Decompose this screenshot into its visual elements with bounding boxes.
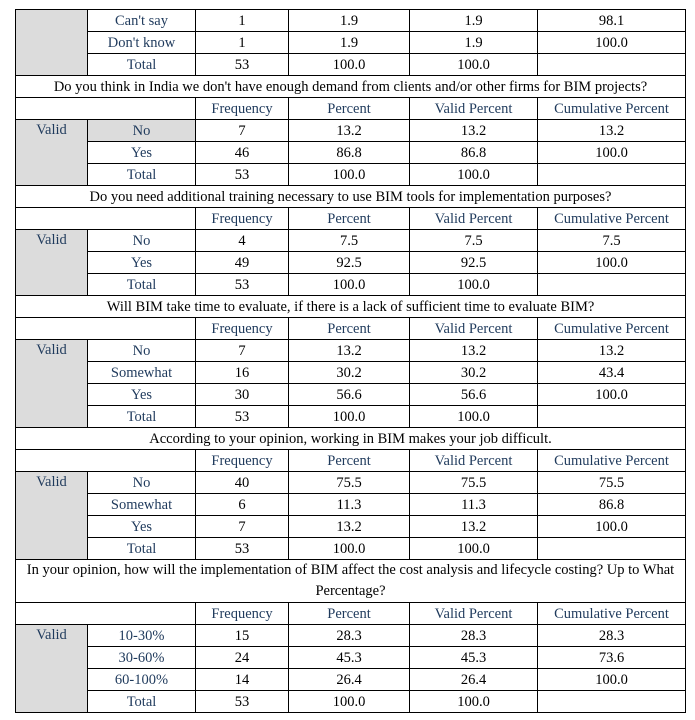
- table-row: [16, 384, 686, 406]
- cumulative-percent-value: [538, 691, 686, 713]
- cumulative-percent-value: 100.0: [538, 142, 686, 164]
- table-row: [16, 362, 686, 384]
- valid-percent-value: 100.0: [410, 164, 538, 186]
- frequency-value: 6: [196, 494, 289, 516]
- table-row: [16, 54, 686, 76]
- row-label: Yes: [88, 516, 196, 538]
- valid-percent-value: 28.3: [410, 625, 538, 647]
- table-row: [16, 252, 686, 274]
- header-valid-percent: Valid Percent: [410, 208, 538, 230]
- header-row: [16, 98, 686, 120]
- header-valid-percent: Valid Percent: [410, 450, 538, 472]
- percent-value: 100.0: [289, 164, 410, 186]
- valid-percent-value: 1.9: [410, 32, 538, 54]
- row-label: Total: [88, 406, 196, 428]
- valid-percent-value: 13.2: [410, 516, 538, 538]
- table-row: [16, 142, 686, 164]
- cumulative-percent-value: 13.2: [538, 340, 686, 362]
- row-label: No: [88, 472, 196, 494]
- cumulative-percent-value: 98.1: [538, 10, 686, 32]
- percent-value: 45.3: [289, 647, 410, 669]
- cumulative-percent-value: [538, 164, 686, 186]
- frequency-value: 53: [196, 164, 289, 186]
- table-row: [16, 516, 686, 538]
- valid-percent-value: 11.3: [410, 494, 538, 516]
- question-row: [16, 428, 686, 450]
- header-row: [16, 208, 686, 230]
- row-label: Somewhat: [88, 362, 196, 384]
- row-label: Yes: [88, 142, 196, 164]
- valid-label: Valid: [16, 472, 88, 560]
- cumulative-percent-value: 100.0: [538, 252, 686, 274]
- table-row: [16, 472, 686, 494]
- frequency-value: 4: [196, 230, 289, 252]
- table-row: [16, 120, 686, 142]
- frequency-table-body: [16, 10, 686, 713]
- table-row: [16, 32, 686, 54]
- valid-percent-value: 86.8: [410, 142, 538, 164]
- header-blank: [16, 208, 196, 230]
- cumulative-percent-value: 75.5: [538, 472, 686, 494]
- header-row: [16, 318, 686, 340]
- valid-label: Valid: [16, 230, 88, 296]
- frequency-value: 53: [196, 691, 289, 713]
- percent-value: 13.2: [289, 516, 410, 538]
- table-row: [16, 625, 686, 647]
- frequency-value: 7: [196, 120, 289, 142]
- table-row: [16, 164, 686, 186]
- frequency-value: 53: [196, 406, 289, 428]
- frequency-value: 40: [196, 472, 289, 494]
- header-cumulative-percent: Cumulative Percent: [538, 318, 686, 340]
- cumulative-percent-value: [538, 406, 686, 428]
- table-row: [16, 494, 686, 516]
- header-frequency: Frequency: [196, 450, 289, 472]
- frequency-value: 24: [196, 647, 289, 669]
- cumulative-percent-value: 86.8: [538, 494, 686, 516]
- row-label: Total: [88, 538, 196, 560]
- header-cumulative-percent: Cumulative Percent: [538, 98, 686, 120]
- valid-percent-value: 13.2: [410, 340, 538, 362]
- percent-value: 28.3: [289, 625, 410, 647]
- table-row: [16, 230, 686, 252]
- header-percent: Percent: [289, 318, 410, 340]
- valid-percent-value: 26.4: [410, 669, 538, 691]
- percent-value: 100.0: [289, 54, 410, 76]
- valid-cell-empty: [16, 10, 88, 76]
- frequency-value: 49: [196, 252, 289, 274]
- question-row: [16, 186, 686, 208]
- cumulative-percent-value: 13.2: [538, 120, 686, 142]
- header-valid-percent: Valid Percent: [410, 98, 538, 120]
- header-cumulative-percent: Cumulative Percent: [538, 603, 686, 625]
- percent-value: 1.9: [289, 32, 410, 54]
- row-label: 60-100%: [88, 669, 196, 691]
- cumulative-percent-value: [538, 54, 686, 76]
- header-valid-percent: Valid Percent: [410, 318, 538, 340]
- header-blank: [16, 603, 196, 625]
- table-row: [16, 406, 686, 428]
- percent-value: 30.2: [289, 362, 410, 384]
- valid-label: Valid: [16, 625, 88, 713]
- row-label: Can't say: [88, 10, 196, 32]
- row-label: No: [88, 120, 196, 142]
- header-blank: [16, 98, 196, 120]
- header-frequency: Frequency: [196, 603, 289, 625]
- percent-value: 11.3: [289, 494, 410, 516]
- question-text: Will BIM take time to evaluate, if there is a lack of sufficient time to evaluate BIM?: [16, 296, 686, 318]
- valid-percent-value: 30.2: [410, 362, 538, 384]
- cumulative-percent-value: 100.0: [538, 32, 686, 54]
- cumulative-percent-value: 43.4: [538, 362, 686, 384]
- frequency-value: 46: [196, 142, 289, 164]
- frequency-table: [15, 9, 686, 713]
- row-label: Yes: [88, 384, 196, 406]
- frequency-value: 1: [196, 10, 289, 32]
- cumulative-percent-value: 100.0: [538, 384, 686, 406]
- percent-value: 100.0: [289, 691, 410, 713]
- row-label: Total: [88, 274, 196, 296]
- row-label: Total: [88, 164, 196, 186]
- header-row: [16, 603, 686, 625]
- valid-label: Valid: [16, 120, 88, 186]
- frequency-value: 7: [196, 340, 289, 362]
- valid-percent-value: 100.0: [410, 274, 538, 296]
- valid-percent-value: 100.0: [410, 691, 538, 713]
- cumulative-percent-value: 28.3: [538, 625, 686, 647]
- header-percent: Percent: [289, 208, 410, 230]
- cumulative-percent-value: 73.6: [538, 647, 686, 669]
- percent-value: 86.8: [289, 142, 410, 164]
- row-label: 10-30%: [88, 625, 196, 647]
- frequency-value: 1: [196, 32, 289, 54]
- percent-value: 75.5: [289, 472, 410, 494]
- valid-percent-value: 100.0: [410, 406, 538, 428]
- cumulative-percent-value: 100.0: [538, 669, 686, 691]
- row-label: 30-60%: [88, 647, 196, 669]
- header-frequency: Frequency: [196, 98, 289, 120]
- cumulative-percent-value: [538, 538, 686, 560]
- header-row: [16, 450, 686, 472]
- valid-percent-value: 56.6: [410, 384, 538, 406]
- valid-percent-value: 100.0: [410, 538, 538, 560]
- cumulative-percent-value: 100.0: [538, 516, 686, 538]
- valid-label: Valid: [16, 340, 88, 428]
- cumulative-percent-value: 7.5: [538, 230, 686, 252]
- question-text: Do you think in India we don't have enough demand from clients and/or other firms for BIM projects?: [16, 76, 686, 98]
- cumulative-percent-value: [538, 274, 686, 296]
- row-label: Somewhat: [88, 494, 196, 516]
- question-row: [16, 296, 686, 318]
- row-label: Total: [88, 691, 196, 713]
- question-row: [16, 76, 686, 98]
- percent-value: 100.0: [289, 406, 410, 428]
- valid-percent-value: 7.5: [410, 230, 538, 252]
- header-blank: [16, 450, 196, 472]
- header-valid-percent: Valid Percent: [410, 603, 538, 625]
- frequency-value: 53: [196, 54, 289, 76]
- question-text: According to your opinion, working in BIM makes your job difficult.: [16, 428, 686, 450]
- frequency-value: 7: [196, 516, 289, 538]
- row-label: Don't know: [88, 32, 196, 54]
- frequency-value: 53: [196, 538, 289, 560]
- percent-value: 26.4: [289, 669, 410, 691]
- header-percent: Percent: [289, 450, 410, 472]
- table-row: [16, 274, 686, 296]
- table-row: [16, 647, 686, 669]
- row-label: No: [88, 230, 196, 252]
- question-text: Do you need additional training necessary to use BIM tools for implementation purposes?: [16, 186, 686, 208]
- percent-value: 56.6: [289, 384, 410, 406]
- percent-value: 100.0: [289, 538, 410, 560]
- frequency-value: 53: [196, 274, 289, 296]
- table-row: [16, 340, 686, 362]
- frequency-value: 14: [196, 669, 289, 691]
- table-row: [16, 691, 686, 713]
- valid-percent-value: 1.9: [410, 10, 538, 32]
- table-row: [16, 538, 686, 560]
- header-blank: [16, 318, 196, 340]
- header-frequency: Frequency: [196, 318, 289, 340]
- frequency-value: 30: [196, 384, 289, 406]
- header-percent: Percent: [289, 603, 410, 625]
- percent-value: 1.9: [289, 10, 410, 32]
- table-row: [16, 669, 686, 691]
- percent-value: 92.5: [289, 252, 410, 274]
- row-label: Yes: [88, 252, 196, 274]
- row-label: No: [88, 340, 196, 362]
- header-frequency: Frequency: [196, 208, 289, 230]
- question-row: [16, 560, 686, 603]
- valid-percent-value: 75.5: [410, 472, 538, 494]
- row-label: Total: [88, 54, 196, 76]
- header-percent: Percent: [289, 98, 410, 120]
- question-text: In your opinion, how will the implementation of BIM affect the cost analysis and lifecycle costing? Up to What Percentage?: [16, 560, 686, 603]
- percent-value: 13.2: [289, 120, 410, 142]
- valid-percent-value: 45.3: [410, 647, 538, 669]
- header-cumulative-percent: Cumulative Percent: [538, 208, 686, 230]
- percent-value: 7.5: [289, 230, 410, 252]
- valid-percent-value: 92.5: [410, 252, 538, 274]
- table-row: [16, 10, 686, 32]
- frequency-value: 15: [196, 625, 289, 647]
- header-cumulative-percent: Cumulative Percent: [538, 450, 686, 472]
- valid-percent-value: 100.0: [410, 54, 538, 76]
- valid-percent-value: 13.2: [410, 120, 538, 142]
- percent-value: 100.0: [289, 274, 410, 296]
- frequency-value: 16: [196, 362, 289, 384]
- percent-value: 13.2: [289, 340, 410, 362]
